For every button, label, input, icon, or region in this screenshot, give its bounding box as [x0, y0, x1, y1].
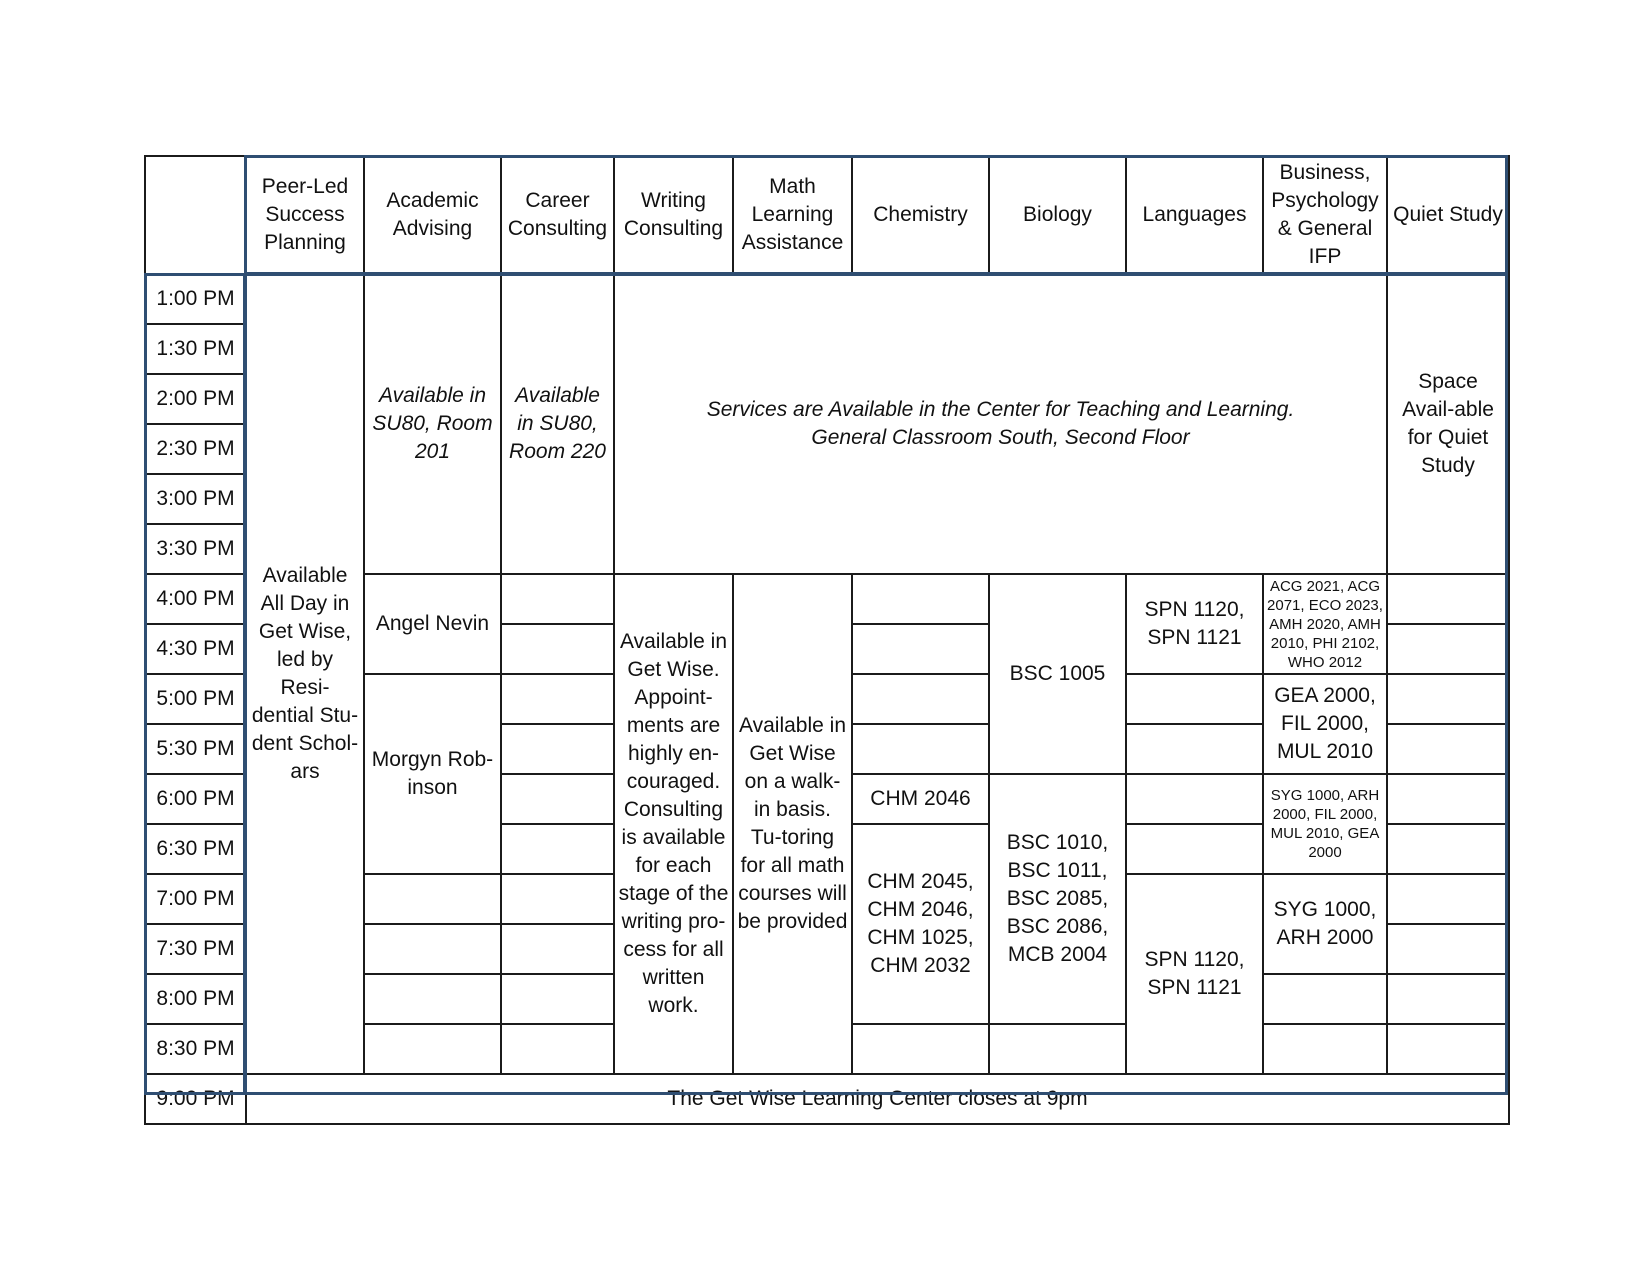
empty-cell — [501, 574, 614, 624]
header-row — [145, 156, 1509, 274]
empty-cell — [1387, 924, 1509, 974]
empty-cell — [501, 1024, 614, 1074]
writing-getwise-cell: Available in Get Wise. Appoint-ments are highly en-couraged. Consulting is available for each stage of the writing pro-cess for all written work. — [614, 574, 733, 1074]
time-label: 7:30 PM — [145, 924, 246, 974]
time-label: 5:00 PM — [145, 674, 246, 724]
empty-cell — [501, 874, 614, 924]
empty-cell — [501, 974, 614, 1024]
header-chemistry: Chemistry — [852, 156, 989, 274]
career-su80-cell: Available in SU80, Room 220 — [501, 274, 614, 574]
row-1-00 — [145, 274, 1509, 324]
bsc-1005-cell: BSC 1005 — [989, 574, 1126, 774]
time-label: 2:00 PM — [145, 374, 246, 424]
time-label: 2:30 PM — [145, 424, 246, 474]
corner-cell — [145, 156, 246, 274]
chm-2046-cell: CHM 2046 — [852, 774, 989, 824]
header-biology: Biology — [989, 156, 1126, 274]
quiet-space-cell: Space Avail-able for Quiet Study — [1387, 274, 1509, 574]
time-label: 3:30 PM — [145, 524, 246, 574]
empty-cell — [1126, 774, 1263, 824]
angel-nevin-cell: Angel Nevin — [364, 574, 501, 674]
empty-cell — [1387, 624, 1509, 674]
empty-cell — [1126, 674, 1263, 724]
header-peer: Peer-Led Success Planning — [246, 156, 364, 274]
header-business: Business, Psychology & General IFP — [1263, 156, 1387, 274]
closing-note: The Get Wise Learning Center closes at 9pm — [246, 1074, 1509, 1124]
academic-su80-cell: Available in SU80, Room 201 — [364, 274, 501, 574]
empty-cell — [1387, 824, 1509, 874]
schedule-table — [144, 155, 1510, 1125]
empty-cell — [1387, 774, 1509, 824]
time-label: 9:00 PM — [145, 1074, 246, 1124]
empty-cell — [501, 824, 614, 874]
header-academic: Academic Advising — [364, 156, 501, 274]
chm-list-cell: CHM 2045, CHM 2046, CHM 1025, CHM 2032 — [852, 824, 989, 1024]
time-label: 7:00 PM — [145, 874, 246, 924]
morgyn-robinson-cell: Morgyn Rob-inson — [364, 674, 501, 874]
header-writing: Writing Consulting — [614, 156, 733, 274]
row-9-00 — [145, 1074, 1509, 1124]
empty-cell — [501, 724, 614, 774]
ctl-services-cell — [614, 274, 1387, 574]
time-label: 3:00 PM — [145, 474, 246, 524]
empty-cell — [1263, 974, 1387, 1024]
empty-cell — [1387, 574, 1509, 624]
empty-cell — [1263, 1024, 1387, 1074]
time-label: 4:30 PM — [145, 624, 246, 674]
empty-cell — [364, 1024, 501, 1074]
empty-cell — [1387, 674, 1509, 724]
empty-cell — [852, 724, 989, 774]
empty-cell — [501, 674, 614, 724]
time-label: 8:30 PM — [145, 1024, 246, 1074]
bsc-list-cell: BSC 1010, BSC 1011, BSC 2085, BSC 2086, MCB 2004 — [989, 774, 1126, 1024]
peer-all-day-cell: Available All Day in Get Wise, led by Resi-dential Stu-dent Schol-ars — [246, 274, 364, 1074]
empty-cell — [501, 774, 614, 824]
math-getwise-cell: Available in Get Wise on a walk-in basis. Tu-toring for all math courses will be provided — [733, 574, 852, 1074]
spn-cell-b: SPN 1120, SPN 1121 — [1126, 874, 1263, 1074]
empty-cell — [501, 624, 614, 674]
biz-syg2-cell: SYG 1000, ARH 2000 — [1263, 874, 1387, 974]
time-label: 5:30 PM — [145, 724, 246, 774]
empty-cell — [852, 624, 989, 674]
biz-acg-cell: ACG 2021, ACG 2071, ECO 2023, AMH 2020, AMH 2010, PHI 2102, WHO 2012 — [1263, 574, 1387, 674]
spn-cell-a: SPN 1120, SPN 1121 — [1126, 574, 1263, 674]
ctl-services-line2: General Classroom South, Second Floor — [811, 426, 1190, 449]
time-label: 4:00 PM — [145, 574, 246, 624]
header-math: Math Learning Assistance — [733, 156, 852, 274]
empty-cell — [364, 924, 501, 974]
empty-cell — [1126, 724, 1263, 774]
empty-cell — [501, 924, 614, 974]
time-label: 8:00 PM — [145, 974, 246, 1024]
biz-gea-cell: GEA 2000, FIL 2000, MUL 2010 — [1263, 674, 1387, 774]
time-label: 6:00 PM — [145, 774, 246, 824]
biz-syg-cell: SYG 1000, ARH 2000, FIL 2000, MUL 2010, GEA 2000 — [1263, 774, 1387, 874]
time-label: 6:30 PM — [145, 824, 246, 874]
empty-cell — [1387, 1024, 1509, 1074]
empty-cell — [852, 574, 989, 624]
empty-cell — [364, 874, 501, 924]
header-quiet: Quiet Study — [1387, 156, 1509, 274]
time-label: 1:30 PM — [145, 324, 246, 374]
empty-cell — [852, 674, 989, 724]
empty-cell — [1387, 874, 1509, 924]
header-career: Career Consulting — [501, 156, 614, 274]
header-languages: Languages — [1126, 156, 1263, 274]
empty-cell — [1126, 824, 1263, 874]
empty-cell — [1387, 724, 1509, 774]
empty-cell — [1387, 974, 1509, 1024]
empty-cell — [364, 974, 501, 1024]
empty-cell — [852, 1024, 989, 1074]
ctl-services-line1: Services are Available in the Center for Teaching and Learning. — [706, 398, 1295, 421]
empty-cell — [989, 1024, 1126, 1074]
time-label: 1:00 PM — [145, 274, 246, 324]
